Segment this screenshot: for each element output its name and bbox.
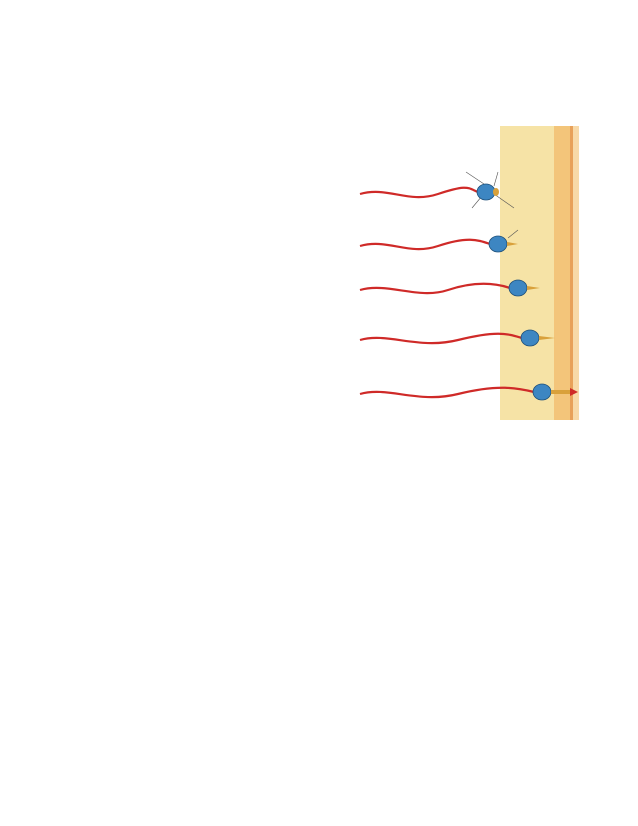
sperm-step-3 bbox=[360, 280, 540, 296]
egg-region bbox=[554, 126, 572, 420]
egg-plasma-membrane-line bbox=[570, 126, 573, 420]
sperm-step-1 bbox=[360, 184, 499, 200]
sperm-step-4 bbox=[360, 330, 555, 346]
sea-urchin-fertilization-figure bbox=[358, 104, 614, 420]
egg-cytoplasm bbox=[573, 126, 579, 420]
sperm-step-5 bbox=[360, 384, 578, 400]
sperm-step-2 bbox=[360, 236, 518, 252]
